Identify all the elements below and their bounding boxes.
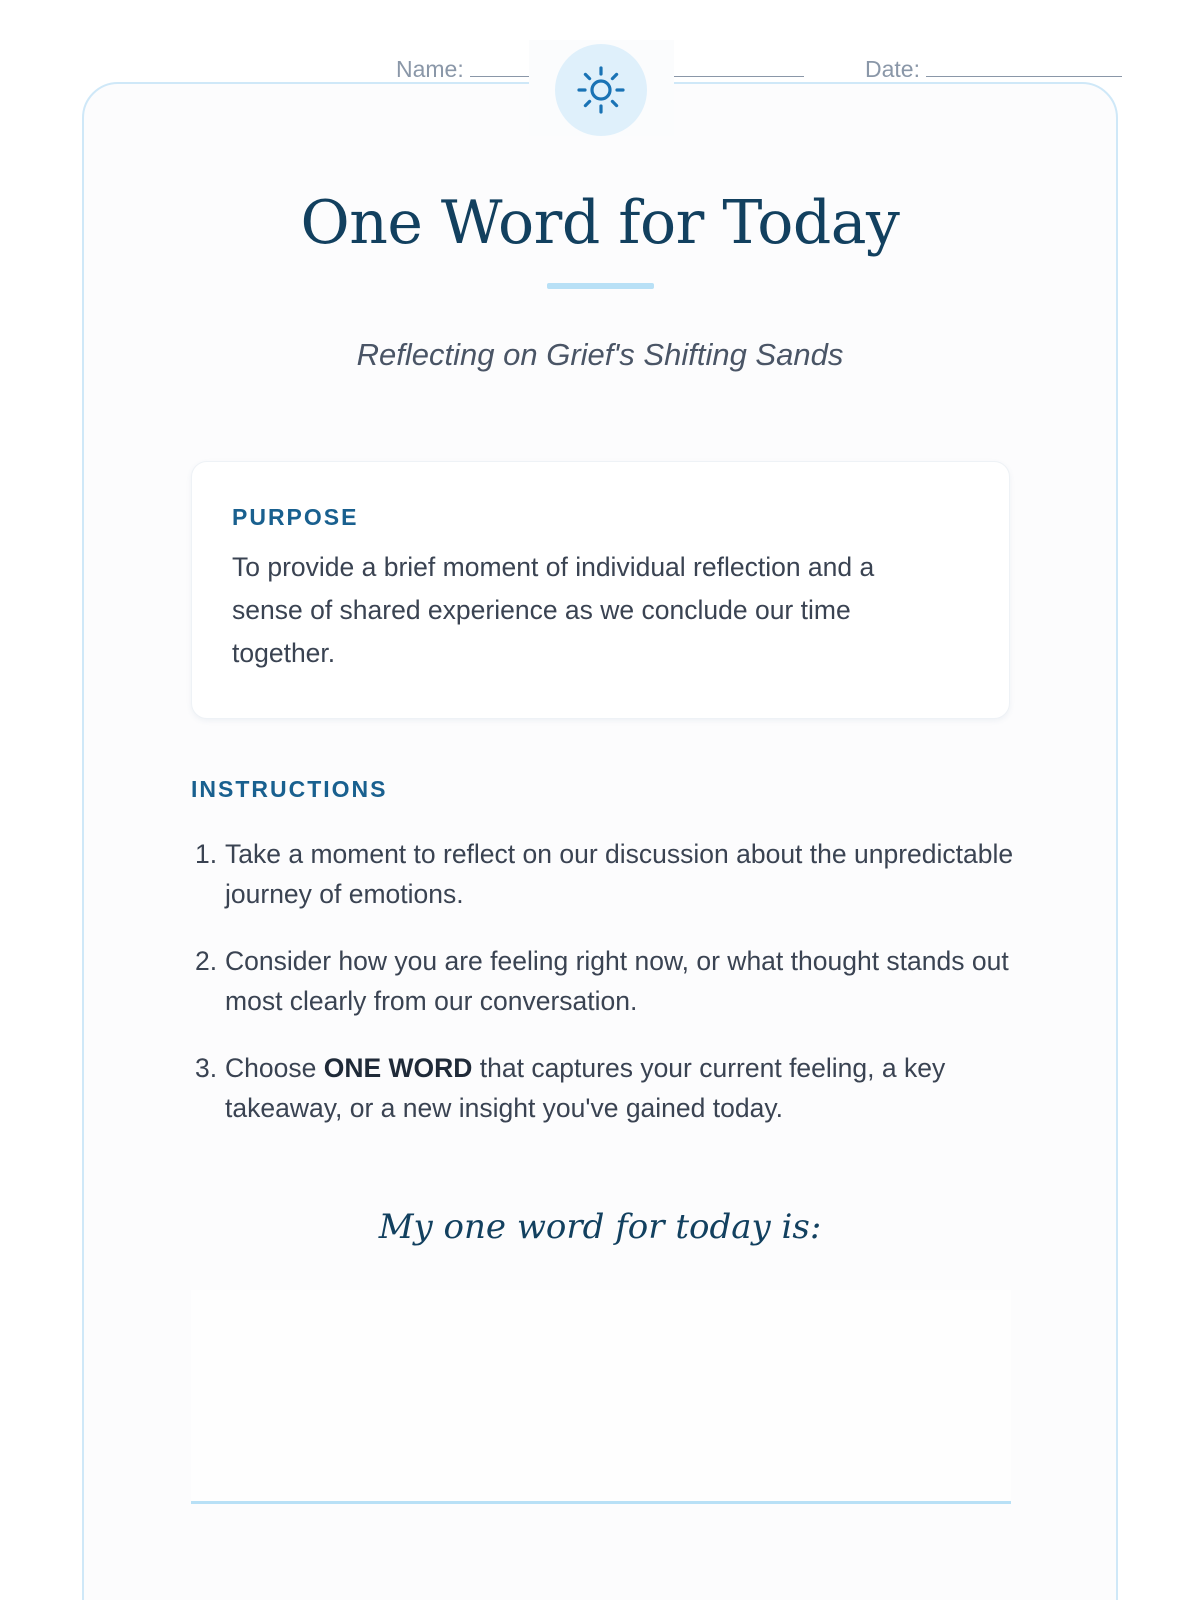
- instruction-number: 3.: [195, 1053, 218, 1083]
- purpose-box: [191, 461, 1010, 719]
- instruction-item: [191, 1048, 1021, 1128]
- instruction-text: Take a moment to reflect on our discussion about the unpredictable journey of emotions.: [225, 839, 1014, 909]
- sun-badge: [555, 44, 647, 136]
- purpose-heading: PURPOSE: [232, 504, 359, 530]
- instruction-number: 2.: [195, 946, 218, 976]
- sun-icon: [573, 62, 629, 118]
- date-field[interactable]: [865, 56, 1122, 83]
- instruction-number: 1.: [195, 839, 218, 869]
- instructions-list: [191, 834, 1021, 1155]
- page-title: One Word for Today: [300, 188, 900, 258]
- instruction-text-pre: Choose: [225, 1053, 324, 1083]
- answer-prompt: My one word for today is:: [378, 1207, 822, 1247]
- instruction-text-post: that captures your current feeling, a key takeaway, or a new insight you've gained today.: [225, 1053, 946, 1123]
- date-label: Date:: [865, 56, 920, 82]
- date-line[interactable]: [926, 56, 1122, 77]
- instruction-item: [191, 941, 1021, 1021]
- instructions-heading: INSTRUCTIONS: [191, 776, 388, 802]
- instruction-item: [191, 834, 1021, 914]
- name-label: Name:: [396, 56, 464, 82]
- answer-field[interactable]: [191, 1290, 1011, 1504]
- page-subtitle: Reflecting on Grief's Shifting Sands: [356, 337, 844, 372]
- title-divider: [547, 283, 654, 289]
- purpose-text: To provide a brief moment of individual reflection and a sense of shared experience as we conclude our time together.: [232, 552, 875, 668]
- instruction-emphasis: ONE WORD: [323, 1053, 473, 1083]
- instruction-text: Consider how you are feeling right now, or what thought stands out most clearly from our conversation.: [225, 946, 1009, 1016]
